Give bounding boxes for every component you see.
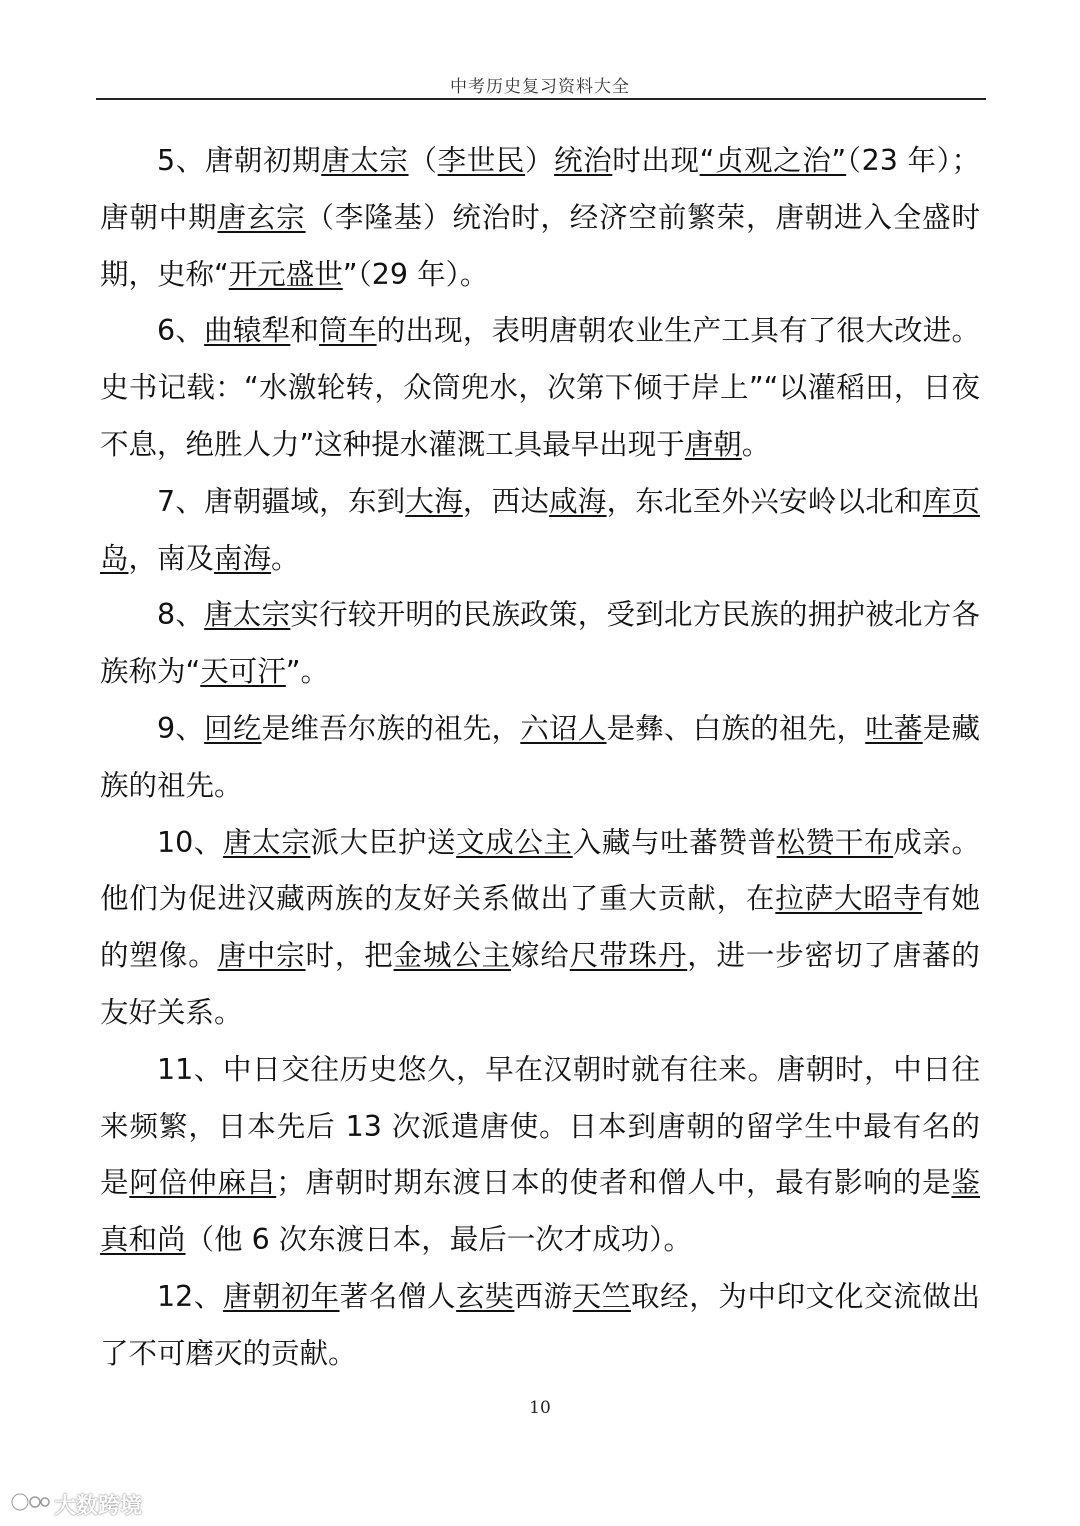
page-header: 中考历史复习资料大全 xyxy=(450,77,630,97)
text-segment: 10、 xyxy=(157,825,224,859)
text-segment: 取经，为中印文化交流做出了不可磨灭的贡献。 xyxy=(100,1279,980,1370)
text-segment: ，进一步密切了唐蕃的友好关系。 xyxy=(100,939,980,1029)
text-segment: 西游 xyxy=(514,1279,573,1313)
text-segment: 。 xyxy=(271,541,300,575)
underlined-term: 阿倍仲麻吕 xyxy=(129,1166,277,1200)
underlined-term: 唐朝初年 xyxy=(223,1279,340,1313)
underlined-term: 曲辕犁 xyxy=(204,314,291,348)
underlined-term: 南海 xyxy=(214,541,272,575)
text-segment: ”（29 年）。 xyxy=(342,257,489,291)
text-segment: 派大臣护送 xyxy=(310,825,457,859)
paragraph xyxy=(100,303,980,473)
text-segment: 8、 xyxy=(157,598,205,632)
underlined-term: “贞观之治” xyxy=(699,144,847,177)
text-segment: 时出现 xyxy=(612,144,700,177)
underlined-term: 筒车 xyxy=(319,314,377,348)
underlined-term: 统治 xyxy=(554,144,613,177)
paragraph xyxy=(100,701,980,815)
underlined-term: 开元盛世 xyxy=(228,257,343,291)
text-segment: 7、唐朝疆域，东到 xyxy=(157,484,406,518)
underlined-term: 拉萨大昭寺 xyxy=(775,882,923,916)
watermark-text: 大数跨境 xyxy=(54,1493,143,1519)
underlined-term: 库页岛 xyxy=(100,484,980,575)
paragraph xyxy=(100,1042,980,1269)
underlined-term: 唐中宗 xyxy=(217,939,306,973)
text-segment: 9、 xyxy=(157,711,205,745)
underlined-term: 天可汗 xyxy=(200,655,286,689)
text-segment: 实行较开明的民族政策，受到北方民族的拥护被北方各族称为“ xyxy=(100,598,980,689)
paragraph xyxy=(100,587,980,701)
text-segment: 11、中日交往历史悠久，早在汉朝时就有往来。唐朝时，中日往来频繁，日本先后 13 次派遣唐使。日本到唐朝的留学生中最有名的是 xyxy=(100,1052,980,1200)
text-segment: （李隆基）统治时，经济空前繁荣，唐朝进入全盛时期，史称“ xyxy=(100,200,980,291)
page-number: 10 xyxy=(529,1398,551,1418)
text-segment: ） xyxy=(524,144,555,177)
text-segment: 和 xyxy=(290,314,320,348)
underlined-term: 尺带珠丹 xyxy=(569,939,688,973)
paragraph xyxy=(100,474,980,588)
logo-icon xyxy=(10,1488,50,1520)
text-segment: 嫁给 xyxy=(511,939,570,973)
text-segment: ，西达 xyxy=(462,484,550,518)
underlined-term: 六诏人 xyxy=(520,711,607,745)
underlined-term: 天竺 xyxy=(572,1279,631,1313)
underlined-term: 鉴真和尚 xyxy=(100,1166,980,1257)
watermark xyxy=(10,1488,142,1520)
paragraph xyxy=(100,133,980,303)
text-segment: 。 xyxy=(741,427,771,461)
underlined-term: 唐太宗 xyxy=(204,598,291,632)
text-segment: 成亲。他们为促进汉藏两族的友好关系做出了重大贡献，在 xyxy=(100,825,980,916)
underlined-term: 文成公主 xyxy=(456,825,573,859)
underlined-term: 唐玄宗 xyxy=(217,200,306,234)
underlined-term: 金城公主 xyxy=(393,939,512,973)
underlined-term: 大海 xyxy=(405,484,463,518)
underlined-term: 唐太宗 xyxy=(321,144,409,177)
text-segment: 是藏族的祖先。 xyxy=(100,711,980,802)
underlined-term: 松赞干布 xyxy=(776,825,894,859)
text-segment: 入藏与吐蕃赞普 xyxy=(572,825,777,859)
underlined-term: 李世民 xyxy=(437,144,525,177)
underlined-term: 回纥 xyxy=(204,711,262,745)
document-body xyxy=(100,133,980,1383)
text-segment: 6、 xyxy=(157,314,205,348)
text-segment: ；唐朝时期东渡日本的使者和僧人中，最有影响的是 xyxy=(276,1166,952,1200)
text-segment: ”。 xyxy=(285,655,330,689)
text-segment: 有她的塑像。 xyxy=(100,882,980,973)
text-segment: 是维吾尔族的祖先， xyxy=(261,711,521,745)
underlined-term: 吐蕃 xyxy=(865,711,923,745)
text-segment: （23 年）；唐朝中期 xyxy=(100,144,980,234)
underlined-term: 玄奘 xyxy=(456,1279,515,1313)
text-segment: （他 6 次东渡日本，最后一次才成功）。 xyxy=(185,1223,693,1257)
text-segment: （ xyxy=(408,144,438,177)
underlined-term: 咸海 xyxy=(549,484,607,518)
text-segment: ，南及 xyxy=(128,541,215,575)
paragraph xyxy=(100,1269,980,1383)
text-segment: 时，把 xyxy=(305,939,394,973)
text-segment: 是彝、白族的祖先， xyxy=(606,711,866,745)
header-divider xyxy=(96,98,986,100)
paragraph xyxy=(100,815,980,1042)
underlined-term: 唐太宗 xyxy=(223,825,311,859)
text-segment: 著名僧人 xyxy=(339,1279,457,1313)
text-segment: 12、 xyxy=(157,1279,224,1313)
text-segment: ，东北至外兴安岭以北和 xyxy=(606,484,923,518)
text-segment: 的出现，表明唐朝农业生产工具有了很大改进。史书记载：“水激轮转，众筒兜水，次第下倾于岸上”“以灌稻田，日夜不息，绝胜人力”这种提水灌溉工具最早出现于 xyxy=(100,314,980,461)
underlined-term: 唐朝 xyxy=(684,427,742,461)
text-segment: 5、唐朝初期 xyxy=(157,144,322,177)
